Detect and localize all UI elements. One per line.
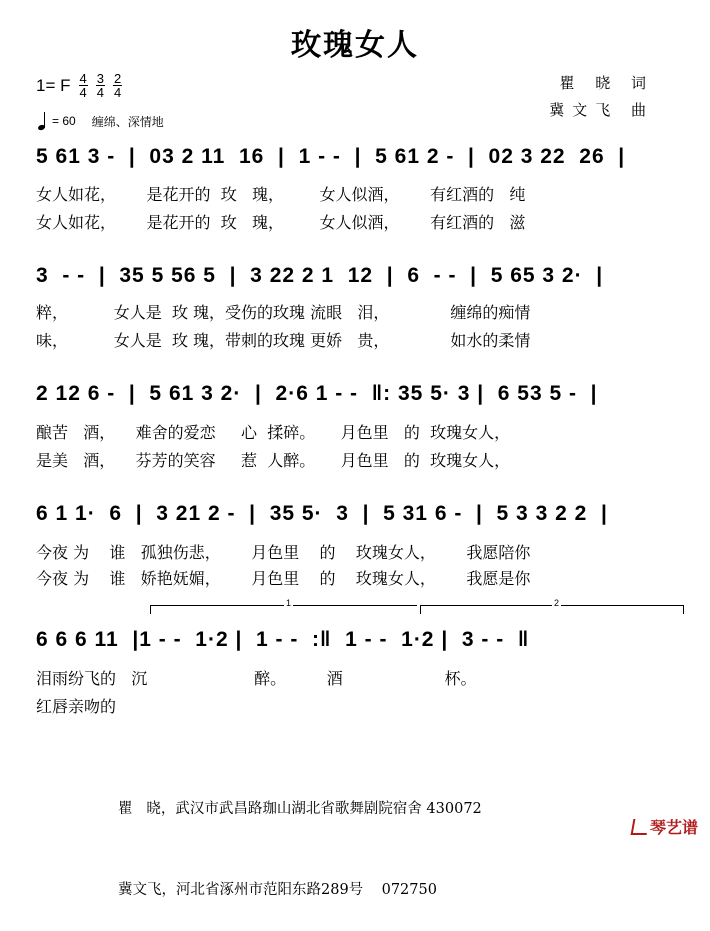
watermark-text: 琴艺谱: [650, 818, 699, 837]
time-signature-2-4: $\frac{2}{4}$: [113, 71, 122, 100]
notation-line-1: 5 61 3 - | 03 2 11 16 | 1 - - | 5 61 2 - | 02 3 22 26 |: [36, 145, 626, 168]
tempo-marking: [38, 112, 164, 130]
volta-second-ending: 2: [420, 605, 684, 614]
time-signature-4-4: $\frac{4}{4}$: [79, 71, 87, 100]
notation-line-4: 6 1 1· 6 | 3 21 2 - | 35 5· 3 | 5 31 6 - | 5 3 3 2 2 |: [36, 502, 608, 525]
qinyipu-logo-icon: [631, 819, 650, 835]
key-label: 1= F: [36, 75, 71, 95]
credits: [549, 70, 654, 124]
notation-line-3: 2 12 6 - | 5 61 3 2· | 2·6 1 - - ‖: 35 5· 3 | 6 53 5 - |: [36, 382, 598, 405]
song-title: 玫瑰女人: [291, 28, 419, 63]
composer-address: 冀文飞，河北省涿州市范阳东路289号 072750: [118, 882, 437, 898]
quarter-note-icon: [38, 112, 46, 130]
tempo-bpm: = 60: [52, 114, 76, 128]
lyric-line-5-verse-1: 泪雨纷飞的 沉 醉。 酒 杯。: [36, 669, 477, 688]
lyric-line-3-verse-1: 酿苦 酒， 难舍的爱恋 心 揉碎。 月色里 的 玫瑰女人，: [36, 423, 511, 442]
lyric-line-4-verse-1: 今夜 为 谁 孤独伤悲， 月色里 的 玫瑰女人， 我愿陪你: [36, 543, 531, 562]
lyric-line-1-verse-1: 女人如花， 是花开的 玫 瑰， 女人似酒， 有红酒的 纯: [36, 185, 526, 204]
notation-line-5: 6 6 6 11 |1 - - 1·2 | 1 - - :‖ 1 - - 1·2 | 3 - - ‖: [36, 628, 530, 651]
tempo-expression: 缠绵、深情地: [91, 114, 164, 129]
notation-line-2: 3 - - | 35 5 56 5 | 3 22 2 1 12 | 6 - - | 5 65 3 2· |: [36, 264, 604, 287]
lyricist: 瞿 晓 词: [559, 74, 654, 92]
watermark: [632, 815, 698, 838]
lyric-line-3-verse-2: 是美 酒， 芬芳的笑容 惹 人醉。 月色里 的 玫瑰女人，: [36, 451, 511, 470]
time-signature-3-4: $\frac{3}{4}$: [96, 71, 104, 100]
lyric-line-2-verse-1: 粹， 女人是 玫 瑰，受伤的玫瑰 流眼 泪， 缠绵的痴情: [36, 303, 531, 322]
lyric-line-4-verse-2: 今夜 为 谁 娇艳妩媚， 月色里 的 玫瑰女人， 我愿是你: [36, 569, 531, 588]
volta-first-ending: 1: [150, 605, 417, 614]
composer: 冀文飞 曲: [549, 101, 654, 119]
lyric-line-2-verse-2: 味， 女人是 玫 瑰，带刺的玫瑰 更娇 贵， 如水的柔情: [36, 331, 531, 350]
key-signature: [36, 72, 122, 99]
lyric-line-1-verse-2: 女人如花， 是花开的 玫 瑰， 女人似酒， 有红酒的 滋: [36, 213, 526, 232]
lyric-line-5-verse-2: 红唇亲吻的: [36, 697, 117, 716]
contact-footer: [118, 742, 482, 931]
lyricist-address: 瞿 晓，武汉市武昌路珈山湖北省歌舞剧院宿舍 430072: [118, 801, 482, 817]
